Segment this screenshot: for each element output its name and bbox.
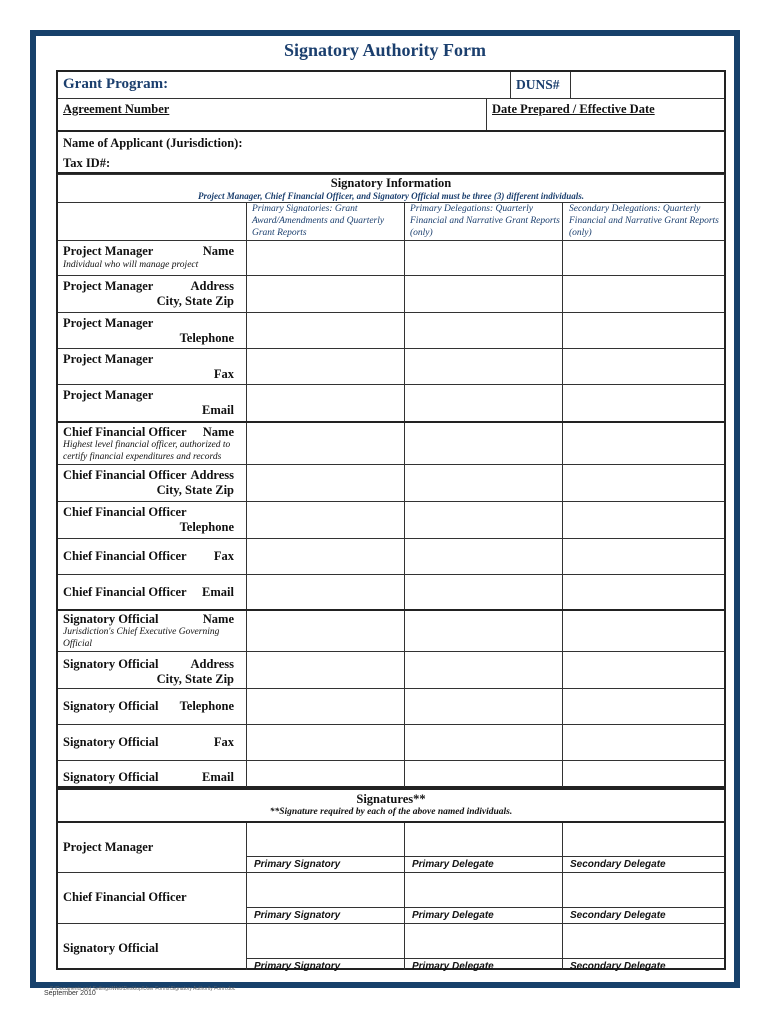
signatures-note: **Signature required by each of the above named individuals. — [269, 807, 513, 817]
footer-date: September 2010 — [44, 990, 96, 997]
project-manager-email-row — [58, 385, 724, 421]
row-role-label: Signatory Official — [63, 735, 159, 749]
row-field-label: Name — [202, 425, 234, 439]
column-header-primary-delegations: Primary Delegations: Quarterly Financial and Narrative Grant Reports (only) — [410, 204, 560, 238]
row-role-label: Project Manager — [63, 388, 154, 402]
footer-path: S:\Documents and Settings\Web\Desktop\User Forms\Signatory Authority Form.doc — [50, 986, 236, 992]
row-field-label: Name — [202, 612, 234, 626]
signature-label: Primary Signatory — [254, 961, 341, 972]
row-field-label-2: City, State Zip — [156, 672, 234, 686]
signature-role-cfo: Chief Financial Officer — [63, 890, 187, 904]
form-title: Signatory Authority Form — [284, 40, 486, 60]
project-manager-telephone-row — [58, 313, 724, 348]
project-manager-name-row — [58, 241, 724, 275]
row-field-label: Address — [190, 468, 234, 482]
row-field-label: Email — [202, 403, 234, 417]
signature-label: Primary Delegate — [412, 859, 494, 870]
row-role-label: Chief Financial Officer — [63, 585, 187, 599]
cfo-address-row — [58, 465, 724, 501]
row-field-label-2: City, State Zip — [156, 294, 234, 308]
row-field-label: Telephone — [179, 331, 234, 345]
duns-label: DUNS# — [516, 77, 560, 92]
row-field-label: Telephone — [179, 699, 234, 713]
row-role-label: Signatory Official — [63, 770, 159, 784]
signature-label: Secondary Delegate — [570, 910, 666, 921]
cfo-email-row — [58, 575, 724, 610]
row-field-label: Address — [190, 657, 234, 671]
official-email-row — [58, 761, 724, 787]
row-role-label: Project Manager — [63, 352, 154, 366]
column-header-secondary-delegations: Secondary Delegations: Quarterly Financial and Narrative Grant Reports (only) — [569, 204, 719, 238]
project-manager-fax-row — [58, 349, 724, 384]
grant-program-label: Grant Program: — [63, 76, 169, 92]
official-primary-signature-field[interactable] — [247, 924, 403, 958]
signature-label: Secondary Delegate — [570, 961, 666, 972]
row-role-label: Chief Financial Officer — [63, 505, 187, 519]
row-field-label: Fax — [213, 549, 234, 563]
signatures-title: Signatures** — [356, 792, 426, 806]
project-manager-address-row — [58, 276, 724, 312]
row-role-label: Project Manager — [63, 316, 154, 330]
applicant-block — [56, 132, 726, 174]
row-role-label: Project Manager — [63, 244, 154, 258]
row-role-label: Project Manager — [63, 279, 154, 293]
grant-program-field[interactable] — [58, 72, 510, 98]
agreement-number-label: Agreement Number — [63, 102, 170, 116]
signature-label: Primary Signatory — [254, 859, 341, 870]
tax-id-label: Tax ID#: — [63, 156, 111, 170]
form-frame — [30, 30, 740, 992]
pm-name-primary-delegate-cell[interactable] — [405, 241, 561, 274]
cfo-secondary-delegate-signature-field[interactable] — [563, 873, 723, 907]
row-role-label: Signatory Official — [63, 699, 159, 713]
header-block — [56, 70, 726, 132]
signature-label: Secondary Delegate — [570, 859, 666, 870]
row-role-label: Chief Financial Officer — [63, 425, 187, 439]
signatory-info-table — [56, 174, 726, 788]
signature-label: Primary Signatory — [254, 910, 341, 921]
pm-name-secondary-delegate-cell[interactable] — [563, 241, 723, 274]
official-fax-row — [58, 725, 724, 760]
row-field-label: Email — [202, 585, 234, 599]
signatures-table — [56, 788, 726, 970]
signature-role-project-manager: Project Manager — [63, 840, 154, 854]
row-role-label: Chief Financial Officer — [63, 549, 187, 563]
row-field-label: Email — [202, 770, 234, 784]
official-address-row — [58, 652, 724, 688]
pm-primary-delegate-signature-field[interactable] — [405, 823, 561, 856]
signature-label: Primary Delegate — [412, 910, 494, 921]
row-field-label-2: City, State Zip — [156, 483, 234, 497]
official-name-row — [58, 611, 724, 651]
row-description: Jurisdiction's Chief Executive Governing Official — [63, 627, 220, 649]
cfo-telephone-row — [58, 502, 724, 538]
row-field-label: Telephone — [179, 520, 234, 534]
date-prepared-label: Date Prepared / Effective Date — [492, 102, 655, 116]
row-field-label: Fax — [213, 367, 234, 381]
signatory-info-note: Project Manager, Chief Financial Officer, and Signatory Official must be three (3) different individuals. — [197, 191, 584, 201]
pm-name-primary-signatory-cell[interactable] — [247, 241, 403, 274]
official-telephone-row — [58, 689, 724, 724]
cfo-primary-signature-field[interactable] — [247, 873, 403, 907]
signatory-info-title: Signatory Information — [330, 176, 452, 190]
row-description: Highest level financial officer, authorized to certify financial expenditures and records — [63, 440, 231, 462]
cfo-name-row — [58, 423, 724, 464]
pm-secondary-delegate-signature-field[interactable] — [563, 823, 723, 856]
cfo-fax-row — [58, 539, 724, 574]
duns-field[interactable] — [571, 73, 723, 97]
official-secondary-delegate-signature-field[interactable] — [563, 924, 723, 958]
row-field-label: Fax — [213, 735, 234, 749]
signature-label: Primary Delegate — [412, 961, 494, 972]
row-role-label: Signatory Official — [63, 657, 159, 671]
official-primary-delegate-signature-field[interactable] — [405, 924, 561, 958]
row-role-label: Signatory Official — [63, 612, 159, 626]
column-header-primary-signatories: Primary Signatories: Grant Award/Amendments and Quarterly Grant Reports — [252, 204, 385, 238]
pm-primary-signature-field[interactable] — [247, 823, 403, 856]
row-role-label: Chief Financial Officer — [63, 468, 187, 482]
row-description: Individual who will manage project — [63, 260, 199, 270]
row-field-label: Name — [202, 244, 234, 258]
applicant-name-label: Name of Applicant (Jurisdiction): — [63, 136, 243, 150]
row-field-label: Address — [190, 279, 234, 293]
signature-role-official: Signatory Official — [63, 941, 159, 955]
cfo-primary-delegate-signature-field[interactable] — [405, 873, 561, 907]
